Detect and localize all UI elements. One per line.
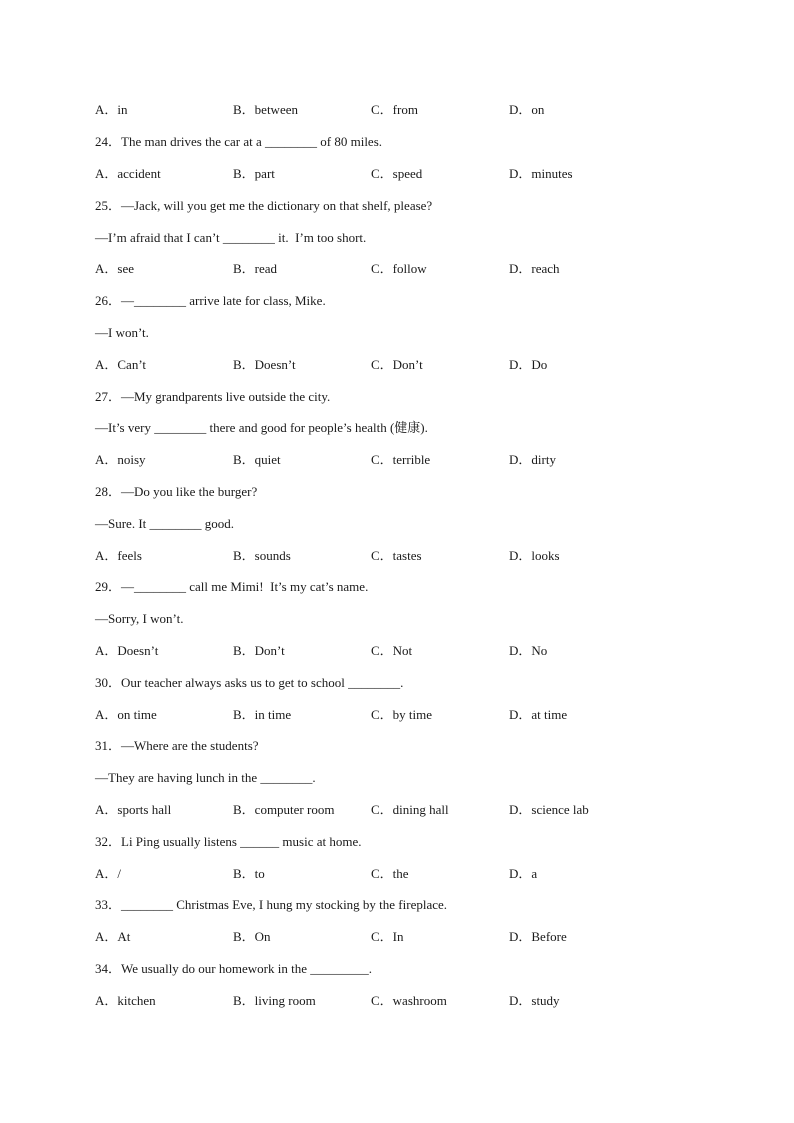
option-b: B．Don’t [233, 643, 285, 658]
option-a: A．in [95, 102, 128, 117]
option-b: B．to [233, 866, 265, 881]
question-26-response: —I won’t. [95, 325, 149, 340]
option-d: D．Before [509, 929, 567, 944]
option-a: A．Doesn’t [95, 643, 159, 658]
question-25: 25．—Jack, will you get me the dictionary on that shelf, please? [95, 198, 433, 213]
option-c: C．speed [371, 166, 423, 181]
question-32: 32．Li Ping usually listens ______ music at home. [95, 834, 362, 849]
option-a: A．At [95, 929, 131, 944]
options-31 [95, 801, 735, 819]
options-33 [95, 928, 735, 946]
option-d: D．study [509, 993, 560, 1008]
option-c: C．In [371, 929, 404, 944]
options-26 [95, 356, 735, 374]
option-b: B．living room [233, 993, 316, 1008]
question-27-response: —It’s very ________ there and good for people’s health (健康). [95, 420, 428, 435]
option-b: B．sounds [233, 548, 291, 563]
option-d: D．looks [509, 548, 560, 563]
question-29-response: —Sorry, I won’t. [95, 611, 184, 626]
option-a: A．accident [95, 166, 161, 181]
options-34 [95, 992, 735, 1010]
question-27: 27．—My grandparents live outside the city. [95, 389, 331, 404]
option-d: D．minutes [509, 166, 573, 181]
question-31: 31．—Where are the students? [95, 738, 259, 753]
option-b: B．quiet [233, 452, 281, 467]
option-a: A．Can’t [95, 357, 147, 372]
option-a: A．feels [95, 548, 142, 563]
question-28-response: —Sure. It ________ good. [95, 516, 235, 531]
options-27 [95, 451, 735, 469]
question-34: 34．We usually do our homework in the _________. [95, 961, 372, 976]
option-b: B．On [233, 929, 271, 944]
option-d: D．on [509, 102, 545, 117]
option-a: A．noisy [95, 452, 146, 467]
option-d: D．dirty [509, 452, 556, 467]
question-26: 26．—________ arrive late for class, Mike. [95, 293, 326, 308]
option-d: D．reach [509, 261, 560, 276]
option-d: D．at time [509, 707, 568, 722]
option-a: A．see [95, 261, 134, 276]
options-28 [95, 547, 735, 565]
option-b: B．in time [233, 707, 292, 722]
options-29 [95, 642, 735, 660]
option-c: C．terrible [371, 452, 431, 467]
option-d: D．Do [509, 357, 548, 372]
option-c: C．tastes [371, 548, 422, 563]
option-a: A．/ [95, 866, 122, 881]
options-32 [95, 865, 735, 883]
option-c: C．the [371, 866, 409, 881]
question-28: 28．—Do you like the burger? [95, 484, 258, 499]
option-c: C．Not [371, 643, 413, 658]
options-25 [95, 260, 735, 278]
option-a: A．on time [95, 707, 157, 722]
question-33: 33．________ Christmas Eve, I hung my stocking by the fireplace. [95, 897, 448, 912]
option-b: B．read [233, 261, 278, 276]
option-d: D．a [509, 866, 538, 881]
option-c: C．from [371, 102, 418, 117]
option-b: B．part [233, 166, 275, 181]
options-24 [95, 165, 735, 183]
option-d: D．science lab [509, 802, 589, 817]
question-25-response: —I’m afraid that I can’t ________ it. I’m too short. [95, 230, 367, 245]
option-a: A．kitchen [95, 993, 156, 1008]
option-c: C．washroom [371, 993, 447, 1008]
option-a: A．sports hall [95, 802, 172, 817]
options-30 [95, 706, 735, 724]
option-b: B．Doesn’t [233, 357, 296, 372]
option-d: D．No [509, 643, 548, 658]
option-c: C．by time [371, 707, 433, 722]
option-c: C．Don’t [371, 357, 423, 372]
option-b: B．between [233, 102, 298, 117]
question-31-response: —They are having lunch in the ________. [95, 770, 316, 785]
options-23 [95, 101, 735, 119]
option-c: C．dining hall [371, 802, 449, 817]
option-c: C．follow [371, 261, 427, 276]
option-b: B．computer room [233, 802, 335, 817]
question-29: 29．—________ call me Mimi! It’s my cat’s name. [95, 579, 369, 594]
question-24: 24．The man drives the car at a ________ of 80 miles. [95, 134, 383, 149]
question-30: 30．Our teacher always asks us to get to school ________. [95, 675, 404, 690]
